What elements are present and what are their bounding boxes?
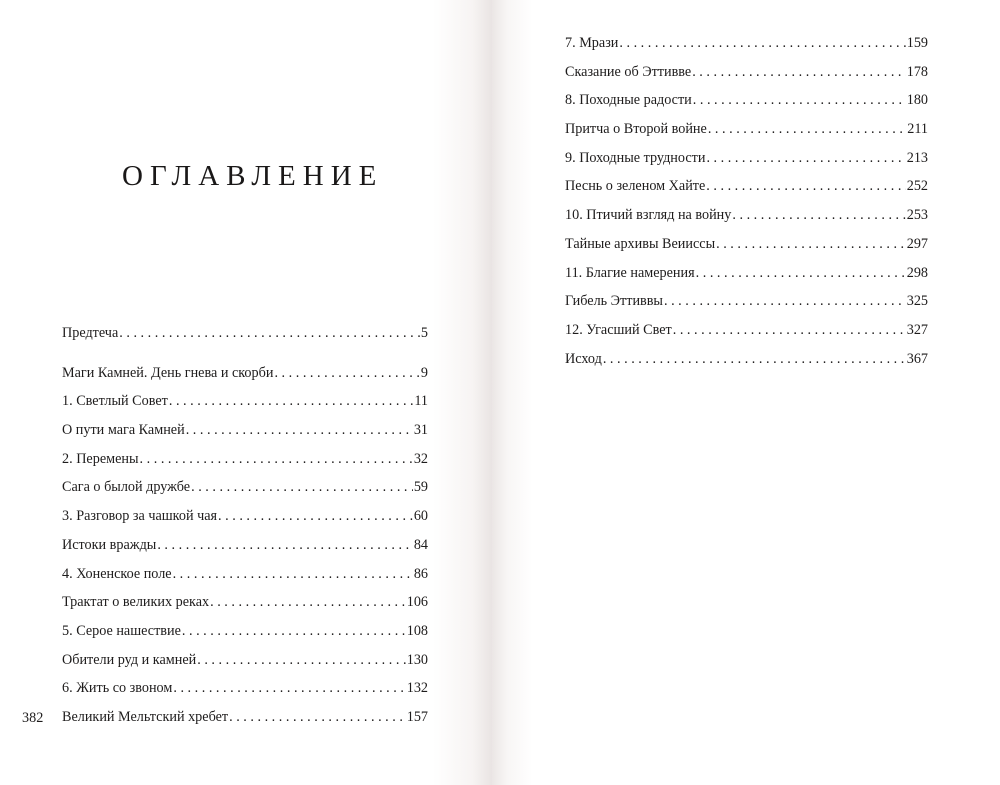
toc-entry-page: 252 bbox=[906, 178, 928, 195]
toc-entry bbox=[565, 178, 928, 207]
dot-leader bbox=[197, 652, 405, 669]
toc-list-right bbox=[565, 35, 928, 379]
dot-leader bbox=[210, 594, 406, 611]
toc-entry-page: 130 bbox=[406, 651, 428, 668]
toc-entry-page: 298 bbox=[906, 264, 928, 281]
toc-entry-page: 159 bbox=[906, 35, 928, 51]
toc-entry-title: 12. Угасший Свет bbox=[565, 321, 672, 338]
toc-entry-page: 59 bbox=[413, 479, 428, 496]
dot-leader bbox=[692, 64, 906, 81]
dot-leader bbox=[732, 207, 905, 224]
dot-leader bbox=[186, 422, 413, 439]
dot-leader bbox=[169, 393, 413, 410]
toc-entry-title: Песнь о зеленом Хайте bbox=[565, 178, 706, 195]
dot-leader bbox=[664, 293, 906, 310]
toc-entry bbox=[62, 451, 428, 480]
toc-entry-title: Гибель Эттиввы bbox=[565, 293, 663, 310]
toc-entry-page: 367 bbox=[906, 350, 928, 367]
toc-entry-page: 60 bbox=[413, 508, 428, 525]
left-page bbox=[0, 0, 492, 785]
dot-leader bbox=[706, 150, 905, 167]
toc-entry bbox=[62, 422, 428, 451]
toc-entry-title: 11. Благие намерения bbox=[565, 264, 695, 281]
toc-entry bbox=[62, 325, 428, 354]
toc-entry-page: 106 bbox=[406, 594, 428, 611]
toc-entry-page: 5 bbox=[420, 325, 428, 341]
toc-entry-title: Исход bbox=[565, 350, 602, 367]
dot-leader bbox=[182, 623, 406, 640]
toc-entry-title: Великий Мельтский хребет bbox=[62, 708, 229, 725]
toc-entry-title: Притча о Второй войне bbox=[565, 121, 707, 138]
toc-entry-title: 10. Птичий взгляд на войну bbox=[565, 207, 732, 224]
toc-entry bbox=[565, 236, 928, 265]
toc-entry bbox=[565, 64, 928, 93]
toc-entry bbox=[565, 92, 928, 121]
dot-leader bbox=[716, 236, 906, 253]
dot-leader bbox=[119, 325, 420, 342]
toc-entry-title: 1. Светлый Совет bbox=[62, 393, 168, 410]
toc-entry-title: Сага о былой дружбе bbox=[62, 479, 191, 496]
toc-entry-page: 108 bbox=[406, 622, 428, 639]
toc-entry-title: 7. Мрази bbox=[565, 35, 619, 51]
toc-entry bbox=[62, 680, 428, 709]
toc-entry-title: Трактат о великих реках bbox=[62, 594, 210, 611]
toc-entry bbox=[62, 566, 428, 595]
toc-entry-title: Обители руд и камней bbox=[62, 651, 197, 668]
toc-entry-page: 253 bbox=[906, 207, 928, 224]
toc-entry bbox=[565, 35, 928, 64]
toc-entry bbox=[565, 207, 928, 236]
toc-entry-title: Маги Камней. День гнева и скорби bbox=[62, 364, 274, 381]
toc-entry bbox=[62, 537, 428, 566]
toc-entry-page: 297 bbox=[906, 235, 928, 252]
toc-entry-page: 327 bbox=[906, 321, 928, 338]
toc-entry-page: 84 bbox=[413, 536, 428, 553]
toc-entry-title: 2. Перемены bbox=[62, 450, 139, 467]
dot-leader bbox=[274, 365, 419, 382]
toc-entry-page: 325 bbox=[906, 293, 928, 310]
toc-entry bbox=[62, 508, 428, 537]
dot-leader bbox=[140, 451, 413, 468]
toc-entry bbox=[62, 709, 428, 738]
dot-leader bbox=[673, 322, 906, 339]
dot-leader bbox=[693, 92, 906, 109]
dot-leader bbox=[157, 537, 412, 554]
toc-entry-page: 9 bbox=[420, 364, 428, 381]
toc-entry bbox=[62, 479, 428, 508]
toc-entry-title: 8. Походные радости bbox=[565, 92, 692, 109]
toc-entry-page: 11 bbox=[414, 393, 428, 410]
toc-entry bbox=[62, 393, 428, 422]
toc-entry bbox=[565, 322, 928, 351]
dot-leader bbox=[706, 178, 905, 195]
toc-entry bbox=[565, 265, 928, 294]
dot-leader bbox=[191, 479, 413, 496]
toc-entry-title: Истоки вражды bbox=[62, 536, 157, 553]
toc-list-left bbox=[62, 325, 428, 738]
toc-entry-page: 132 bbox=[406, 680, 428, 697]
toc-entry-page: 211 bbox=[907, 121, 928, 138]
toc-entry-page: 180 bbox=[906, 92, 928, 109]
toc-entry-page: 31 bbox=[413, 422, 428, 439]
toc-entry-title: 3. Разговор за чашкой чая bbox=[62, 508, 218, 525]
toc-entry-title: Сказание об Эттивве bbox=[565, 63, 692, 80]
right-page bbox=[492, 0, 1000, 785]
dot-leader bbox=[696, 265, 906, 282]
toc-entry bbox=[62, 623, 428, 652]
toc-entry-page: 213 bbox=[906, 149, 928, 166]
toc-entry-page: 32 bbox=[413, 450, 428, 467]
dot-leader bbox=[708, 121, 906, 138]
toc-entry-page: 157 bbox=[406, 708, 428, 725]
toc-entry-page: 178 bbox=[906, 63, 928, 80]
page-number: 382 bbox=[22, 710, 44, 726]
toc-entry-title: Предтеча bbox=[62, 325, 119, 341]
toc-entry-title: 5. Серое нашествие bbox=[62, 622, 181, 639]
dot-leader bbox=[218, 508, 413, 525]
dot-leader bbox=[603, 351, 906, 368]
toc-entry-page: 86 bbox=[413, 565, 428, 582]
toc-entry-title: О пути мага Камней bbox=[62, 422, 185, 439]
toc-entry bbox=[565, 351, 928, 380]
toc-entry-title: 4. Хоненское поле bbox=[62, 565, 172, 582]
toc-entry-title: 9. Походные трудности bbox=[565, 149, 706, 166]
toc-heading: ОГЛАВЛЕНИЕ bbox=[122, 160, 384, 192]
toc-entry bbox=[565, 121, 928, 150]
dot-leader bbox=[173, 566, 413, 583]
toc-entry bbox=[62, 365, 428, 394]
dot-leader bbox=[229, 709, 406, 726]
dot-leader bbox=[619, 35, 905, 52]
dot-leader bbox=[173, 680, 405, 697]
toc-entry bbox=[62, 652, 428, 681]
toc-entry-title: 6. Жить со звоном bbox=[62, 680, 173, 697]
toc-entry bbox=[565, 293, 928, 322]
toc-entry bbox=[565, 150, 928, 179]
toc-entry bbox=[62, 594, 428, 623]
toc-entry-title: Тайные архивы Веииссы bbox=[565, 235, 716, 252]
